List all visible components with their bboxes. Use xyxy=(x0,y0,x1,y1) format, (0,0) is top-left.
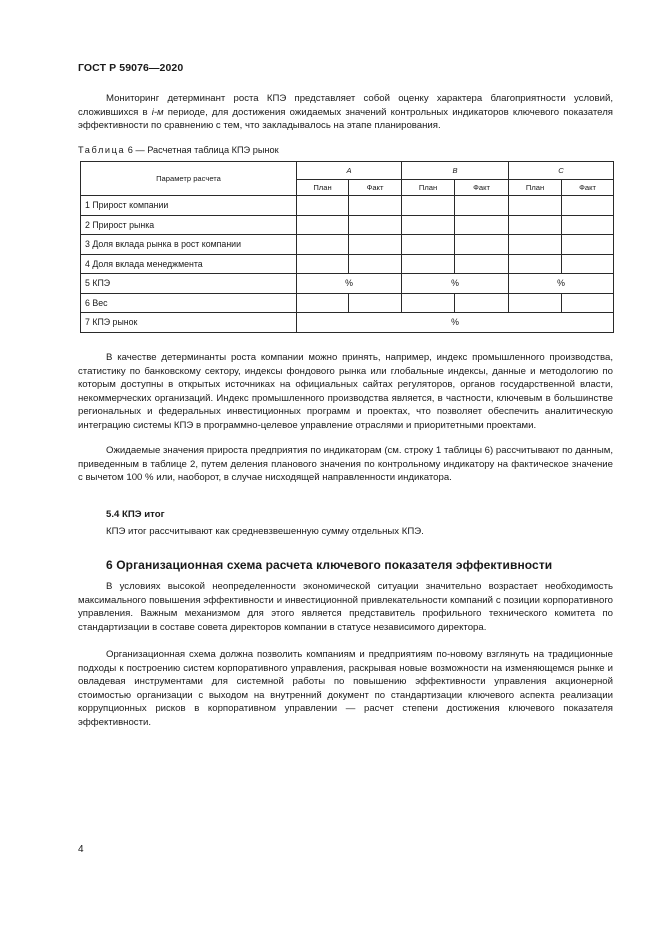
table-cell xyxy=(509,215,562,235)
group-c-plan-header: План xyxy=(509,180,562,196)
param-header: Параметр расчета xyxy=(81,162,297,196)
table-cell xyxy=(402,235,455,255)
body-paragraph-determinant: В качестве детерминанты роста компании можно принять, например, индекс промышленного производства, статистику по банковскому сектору, индексы фондового рынка или глобальные индексы, данные и методологию по которым доступны в открытых источниках на официальных сайтах регуляторов, органов государственной власти, некоммерческих организаций. Индекс промышленного производства является, в частности, ключевым в большинстве региональных и федеральных инвестиционных программ и проектах, что позволяет обеспечить аналитическую интеграцию системы КПЭ в программно-целевое управление отраслями и приоритетными проектами. xyxy=(78,352,613,431)
group-c-header: C xyxy=(509,162,614,180)
section-5-4-title: 5.4 КПЭ итог xyxy=(106,509,165,520)
kpe-c-percent: % xyxy=(509,274,614,294)
table-cell xyxy=(509,254,562,274)
table-cell xyxy=(297,235,349,255)
group-c-fact-header: Факт xyxy=(562,180,614,196)
body-paragraph-uncertainty: В условиях высокой неопределенности экономической ситуации значительно возрастает необходимость максимального повышения эффективности и инвестиционной привлекательности компаний с позиции корпоративного управления. Важным механизмом для этого является представитель профильного технического комитета по стандартизации в составе совета директоров компании в статусе независимого директора. xyxy=(78,581,613,633)
group-a-plan-header: План xyxy=(297,180,349,196)
table-cell xyxy=(402,293,455,313)
table-header-row xyxy=(81,162,614,180)
table-cell xyxy=(402,215,455,235)
table-caption-title: 6 — Расчетная таблица КПЭ рынок xyxy=(125,145,279,155)
table-row xyxy=(81,254,614,274)
row-label: 2 Прирост рынка xyxy=(81,215,297,235)
intro-text-end: периоде, для достижения ожидаемых значений контрольных индикаторов ключевого показателя эффективности по сравнению с тем, что закладывалось на этапе планирования. xyxy=(78,106,613,132)
intro-period-italic: i-м xyxy=(151,106,164,118)
table-cell xyxy=(349,196,402,216)
body-paragraph-org-scheme: Организационная схема должна позволить компаниям и предприятиям по-новому взглянуть на традиционные подходы к построению систем корпоративного управления, раскрывая новые возможности на изменяющемся рынке и овладевая инструментами для системной работы по повышению эффективности управления акционерной стоимостью организации с выходом на внутренний документ по стандартизации ключевого аспекта реализации коррупционных рисков в корпоративном управлении — расчет степени достижения ключевого показателя эффективности. xyxy=(78,649,613,728)
kpe-table xyxy=(80,161,614,333)
group-b-plan-header: План xyxy=(402,180,455,196)
table-cell xyxy=(297,215,349,235)
table-cell xyxy=(402,254,455,274)
table-caption-word: Таблица xyxy=(78,145,126,155)
kpe-market-percent: % xyxy=(297,313,614,333)
table-cell xyxy=(349,215,402,235)
table-row xyxy=(81,215,614,235)
body-paragraph-kpe-total: КПЭ итог рассчитывают как средневзвешенную сумму отдельных КПЭ. xyxy=(106,526,424,537)
table-cell xyxy=(509,235,562,255)
group-a-fact-header: Факт xyxy=(349,180,402,196)
table-row xyxy=(81,196,614,216)
table-cell xyxy=(562,293,614,313)
table-cell xyxy=(562,215,614,235)
table-row xyxy=(81,293,614,313)
group-b-fact-header: Факт xyxy=(455,180,509,196)
table-row xyxy=(81,274,614,294)
body-paragraph-expected: Ожидаемые значения прироста предприятия по индикаторам (см. строку 1 таблицы 6) рассчитывают по данным, приведенным в таблице 2, путем деления планового значения по контрольному индикатору на фактическое значение с вычетом 100 % или, наоборот, в случае нисходящей направленности индикатора. xyxy=(78,445,613,484)
table-cell xyxy=(402,196,455,216)
table-cell xyxy=(349,235,402,255)
row-label: 5 КПЭ xyxy=(81,274,297,294)
table-cell xyxy=(455,235,509,255)
page-number: 4 xyxy=(78,844,84,855)
table-cell xyxy=(349,293,402,313)
table-cell xyxy=(455,196,509,216)
intro-text-start: Мониторинг детерминант роста КПЭ представляет собой оценку характера благоприятности условий, сложившихся в xyxy=(78,93,613,118)
intro-paragraph xyxy=(78,92,613,133)
table-cell xyxy=(562,196,614,216)
section-6-title: 6 Организационная схема расчета ключевого показателя эффективности xyxy=(106,558,553,572)
table-caption xyxy=(78,145,279,155)
table-row xyxy=(81,313,614,333)
table-cell xyxy=(562,235,614,255)
kpe-a-percent: % xyxy=(297,274,402,294)
table-cell xyxy=(455,215,509,235)
table-row xyxy=(81,235,614,255)
row-label: 3 Доля вклада рынка в рост компании xyxy=(81,235,297,255)
table-cell xyxy=(455,254,509,274)
table-cell xyxy=(297,196,349,216)
table-cell xyxy=(297,254,349,274)
standard-header: ГОСТ Р 59076—2020 xyxy=(78,62,184,74)
table-cell xyxy=(297,293,349,313)
table-cell xyxy=(509,196,562,216)
table-cell xyxy=(349,254,402,274)
table-cell xyxy=(562,254,614,274)
row-label: 6 Вес xyxy=(81,293,297,313)
row-label: 1 Прирост компании xyxy=(81,196,297,216)
group-b-header: B xyxy=(402,162,509,180)
row-label: 4 Доля вклада менеджмента xyxy=(81,254,297,274)
row-label: 7 КПЭ рынок xyxy=(81,313,297,333)
group-a-header: A xyxy=(297,162,402,180)
table-cell xyxy=(455,293,509,313)
kpe-b-percent: % xyxy=(402,274,509,294)
table-cell xyxy=(509,293,562,313)
